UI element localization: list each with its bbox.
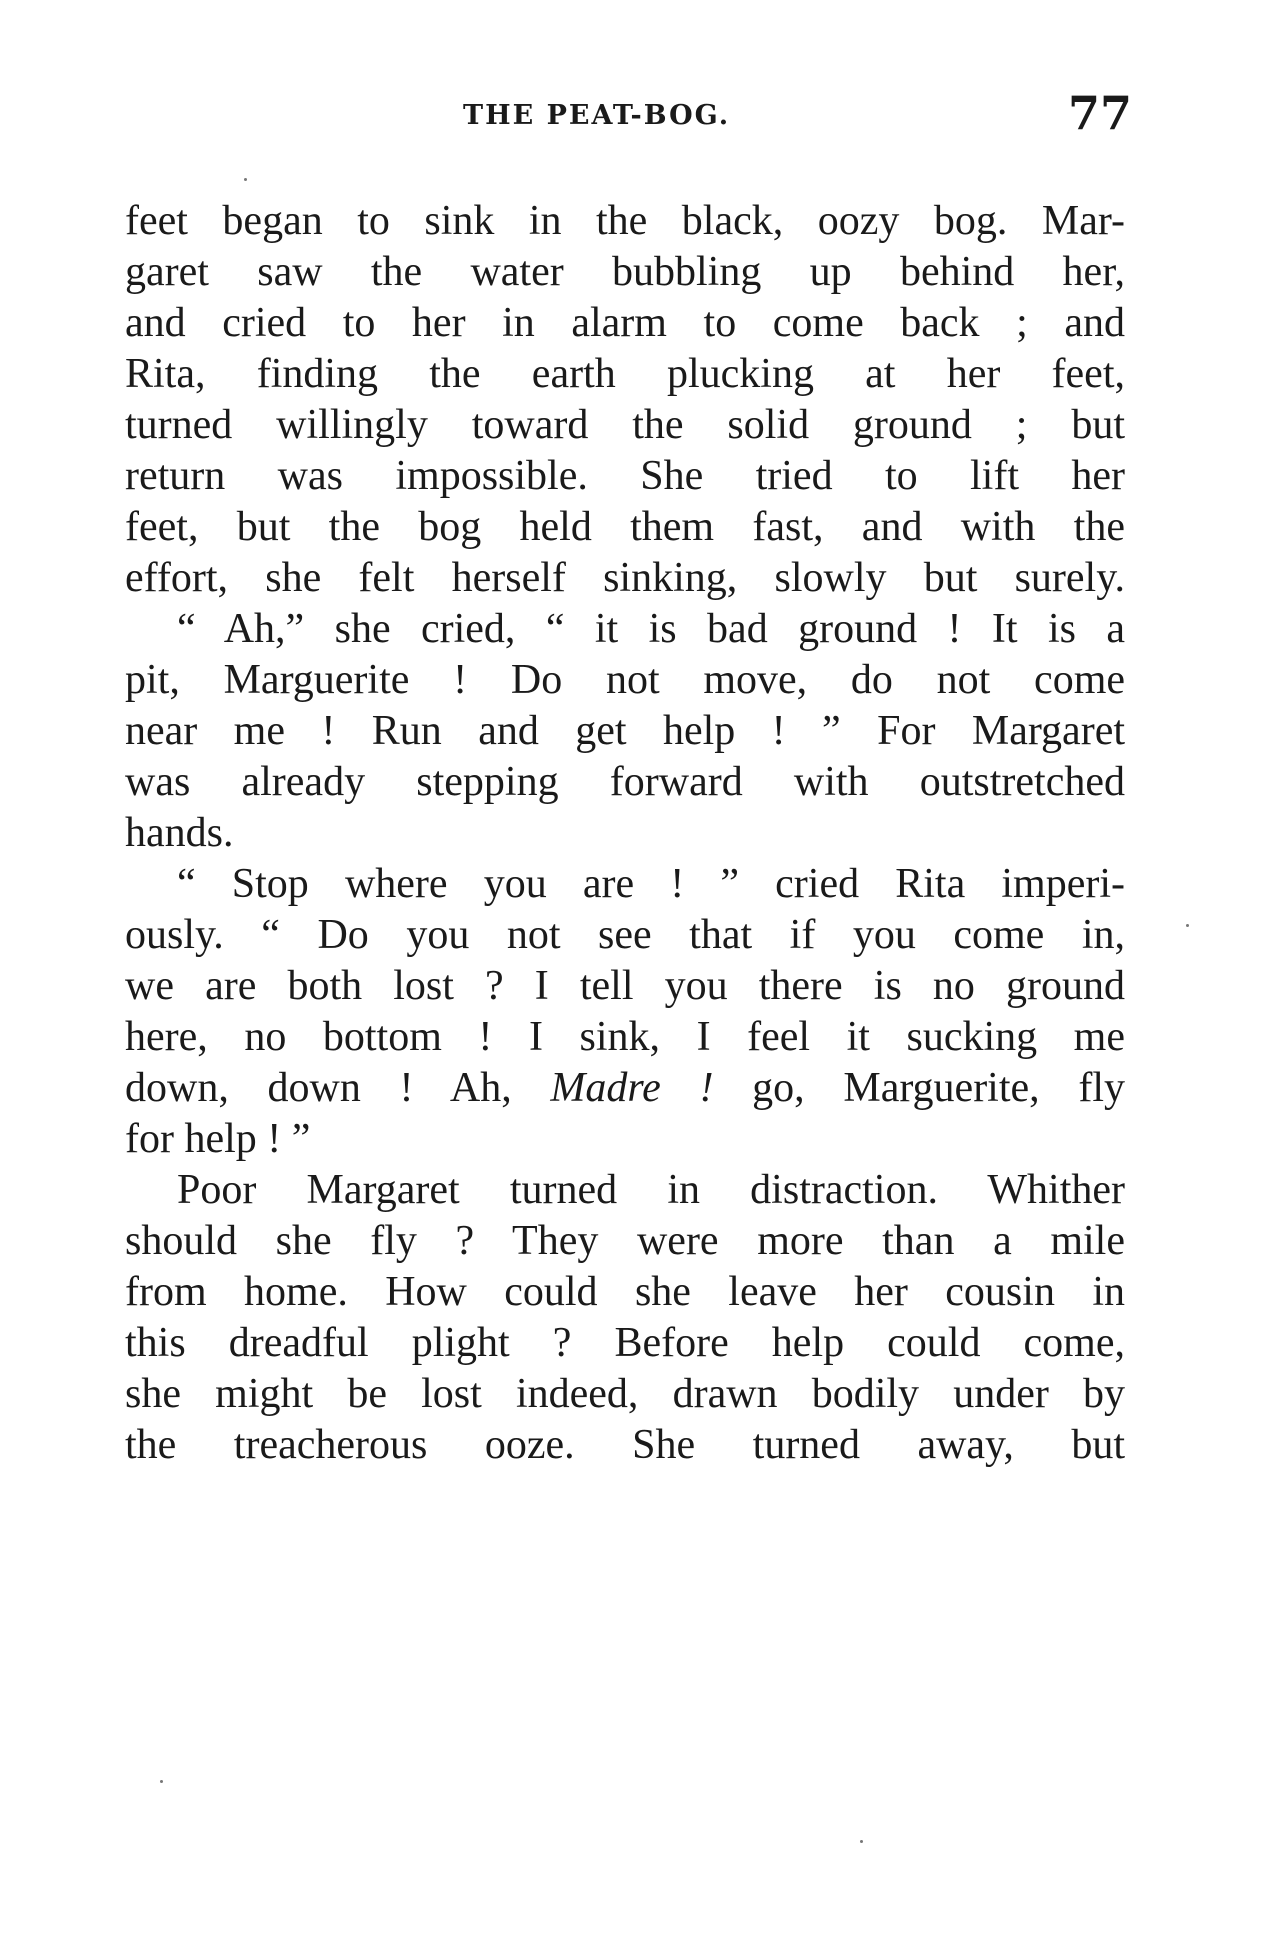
- text-line: ously. “ Do you not see that if you come in,: [125, 912, 1125, 958]
- page-number: 77: [1068, 86, 1133, 140]
- paper-speck: [160, 1780, 163, 1783]
- text-line: feet began to sink in the black, oozy bog. Mar-: [125, 198, 1125, 244]
- text-line: she might be lost indeed, drawn bodily under by: [125, 1371, 1125, 1417]
- paper-speck: [244, 178, 247, 181]
- text-line: down, down ! Ah, Madre ! go, Marguerite, fly: [125, 1065, 1125, 1111]
- text-line: “ Ah,” she cried, “ it is bad ground ! It is a: [177, 606, 1125, 652]
- text-line: we are both lost ? I tell you there is no ground: [125, 963, 1125, 1009]
- text-line: and cried to her in alarm to come back ; and: [125, 300, 1125, 346]
- text-line: this dreadful plight ? Before help could come,: [125, 1320, 1125, 1366]
- text-line: the treacherous ooze. She turned away, but: [125, 1422, 1125, 1468]
- text-line: Poor Margaret turned in distraction. Whither: [177, 1167, 1125, 1213]
- paper-speck: [860, 1840, 863, 1843]
- text-line: here, no bottom ! I sink, I feel it sucking me: [125, 1014, 1125, 1060]
- text-line: should she fly ? They were more than a mile: [125, 1218, 1125, 1264]
- running-title: THE PEAT-BOG.: [463, 100, 731, 131]
- text-line: return was impossible. She tried to lift her: [125, 453, 1125, 499]
- text-line: Rita, finding the earth plucking at her feet,: [125, 351, 1125, 397]
- text-line: pit, Marguerite ! Do not move, do not come: [125, 657, 1125, 703]
- text-line: near me ! Run and get help ! ” For Margaret: [125, 708, 1125, 754]
- text-line: for help ! ”: [125, 1116, 311, 1162]
- text-line: hands.: [125, 810, 234, 856]
- text-line: effort, she felt herself sinking, slowly but surely.: [125, 555, 1125, 601]
- text-line: “ Stop where you are ! ” cried Rita imperi-: [177, 861, 1125, 907]
- text-line: was already stepping forward with outstretched: [125, 759, 1125, 805]
- text-line: from home. How could she leave her cousin in: [125, 1269, 1125, 1315]
- text-line: garet saw the water bubbling up behind her,: [125, 249, 1125, 295]
- text-line: feet, but the bog held them fast, and with the: [125, 504, 1125, 550]
- text-line: turned willingly toward the solid ground ; but: [125, 402, 1125, 448]
- paper-speck: [1186, 924, 1189, 927]
